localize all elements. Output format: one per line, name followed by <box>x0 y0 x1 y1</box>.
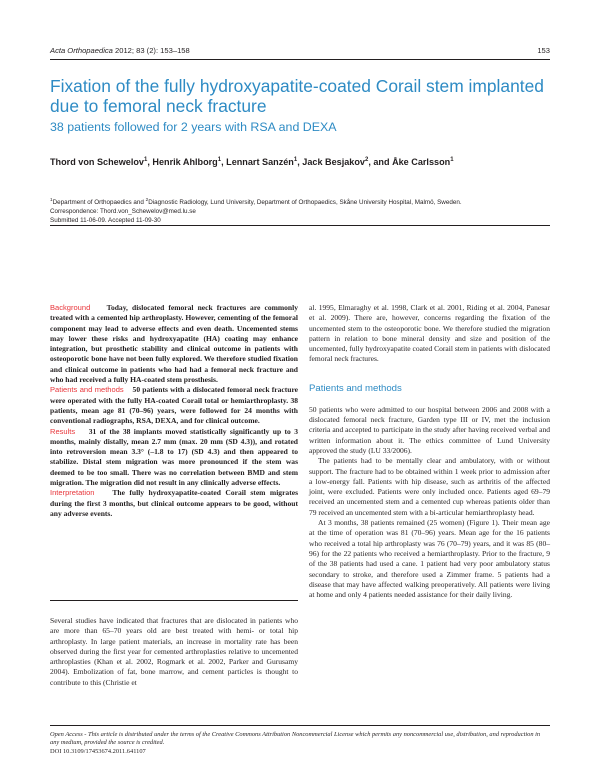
author: Thord von Schewelov$^1$, <box>50 157 153 168</box>
methods-paragraph-2: The patients had to be mentally clear and ambulatory, with or without support. The fracture had to be obtained within 1 week prior to admission after a low-energy fall. Patients with hip disease, such as arthritis of the affected joint, were excluded. Patients were only included once. Patients aged 69–79 received an uncemented stem and a cemented cup whereas patients older than 79 received an uncemented stem with a bi-articular hemiarthroplasty head. <box>309 456 550 517</box>
section-heading: Patients and methods <box>309 382 402 394</box>
abstract-rule <box>50 600 298 601</box>
abstract <box>50 303 298 519</box>
citation-details: 2012; 83 (2): 153–158 <box>112 46 190 55</box>
methods-label: Patients and methods <box>50 385 124 395</box>
abstract-interpretation: Interpretation The fully hydroxyapatite-coated Corail stem migrates during the first 3 months, but clinical outcome appears to be good, without any adverse events. <box>50 488 299 518</box>
affiliations <box>50 195 560 225</box>
methods-paragraph-1: 50 patients who were admitted to our hospital between 2006 and 2008 with a dislocated femoral neck fracture, Garden type III or IV, met the inclusion criteria and accepted to participate in the study after having received verbal and written information about it. The ethics committee of Lund University approved the study (LU 33/2006). <box>309 404 550 455</box>
article-subtitle: 38 patients followed for 2 years with RSA and DEXA <box>50 120 337 134</box>
intro-paragraph: Several studies have indicated that fractures that are dislocated in patients who are more than 65–70 years old are best treated with hemi- or total hip arthroplasty. In large patient materials, an increase in mortality rate has been observed during the first year for cemented arthroplasties relative to uncemented arthroplasties (Khan et al. 2002, Rogmark et al. 2002, Parker and Gurusamy 2004). Embolization of fat, bone marrow, and cement particles is thought to contribute to this (Christie et <box>50 616 298 687</box>
correspondence: Correspondence: Thord.von_Schewelov@med.lu.se <box>50 208 196 216</box>
intro-continued: al. 1995, Elmaraghy et al. 1998, Clark et al. 2001, Riding et al. 2004, Panesar et al. 2009). There are, however, concerns regarding the fixation of the uncemented stem to the osteoporotic bone. We therefore studied the migration pattern in relation to bone mineral density and size and position of the uncemented, fully hydroxyapatite coated Corail stem in patients with dislocated femoral neck fractures. <box>309 303 551 364</box>
footer <box>50 731 550 756</box>
author-list <box>50 157 560 167</box>
doi: DOI 10.3109/17453674.2011.641107 <box>50 747 146 755</box>
author: Åke Carlsson$^1$ <box>392 157 454 168</box>
journal-citation <box>50 46 190 55</box>
right-column <box>309 303 550 600</box>
running-header <box>50 46 550 58</box>
methods-paragraph-3: At 3 months, 38 patients remained (25 women) (Figure 1). Their mean age at the time of operation was 81 (70–96) years. Mean age for the 16 patients who received a total hip arthroplasty was 76 (70–79) years, and it was 85 (80–96) for the 22 patients who received a hemiarthroplasty. Prior to the fracture, 9 of the 38 patients had used a cane. 1 patient had very poor ambulatory status secondary to stroke, and therefore used a Zimmer frame. 5 patients had a disease that may have affected walking preoperatively. All patients were living at home and only 4 patients needed assistance for their daily living. <box>309 518 550 600</box>
interpretation-label: Interpretation <box>50 488 95 498</box>
introduction <box>50 616 298 688</box>
page-number: 153 <box>537 46 550 55</box>
author: Henrik Ahlborg$^1$, <box>152 157 227 168</box>
article-title: Fixation of the fully hydroxyapatite-coated Corail stem implanted due to femoral neck fracture <box>50 76 544 116</box>
affiliation-rule <box>50 225 550 226</box>
abstract-methods: Patients and methods 50 patients with a dislocated femoral neck fracture were operated with the fully HA-coated Corail total or hemiarthroplasty. 38 patients, mean age 81 (70–96) years, were followed for 24 months with conventional radiographs, RSA, DEXA, and for clinical outcome. <box>50 385 299 426</box>
author: Lennart Sanzén$^1$, <box>226 157 303 168</box>
results-label: Results <box>50 426 76 436</box>
submission-dates: Submitted 11-06-09. Accepted 11-09-30 <box>50 217 161 225</box>
abstract-background: Background Today, dislocated femoral neck fractures are commonly treated with a cemented hip arthroplasty. However, cementing of the femoral component may lead to adverse effects and even death. Uncemented stems may lower these risks and hydroxyapatite (HA) coating may enhance integration, but prosthetic stability and clinical outcome in patients with osteoporotic bone have not been fully explored. We therefore studied fixation and clinical outcome in patients who had had a femoral neck fracture and who had received a fully HA-coated stem prosthesis. <box>50 303 299 385</box>
affiliation-line: $^1$Department of Orthopaedics and $^2$Diagnostic Radiology, Lund University, Department of Orthopaedics, Skåne University Hospital, Malmö, Sweden. <box>50 197 462 207</box>
journal-name: Acta Orthopaedica <box>50 46 113 55</box>
author: Jack Besjakov$^2$, and <box>302 157 393 168</box>
footer-rule <box>50 725 550 726</box>
header-rule <box>50 59 550 60</box>
background-label: Background <box>50 303 91 312</box>
license-note: Open Access - This article is distributed under the terms of the Creative Commons Attribution Noncommercial License which permits any noncommercial use, distribution, and reproduction in any medium, provided the source is credited. <box>50 731 541 747</box>
abstract-results: Results 31 of the 38 implants moved statistically significantly up to 3 months, mainly distally, mean 2.7 mm (max. 20 mm (SD 4.3)), and rotated into retroversion mean 3.3° (–1.8 to 17) (SD 4.3) and then appeared to stabilize. Distal stem migration was more pronounced if the stem was deemed to be too small. There was no correlation between BMD and stem migration. The migration did not result in any clinically adverse effects. <box>50 426 298 488</box>
